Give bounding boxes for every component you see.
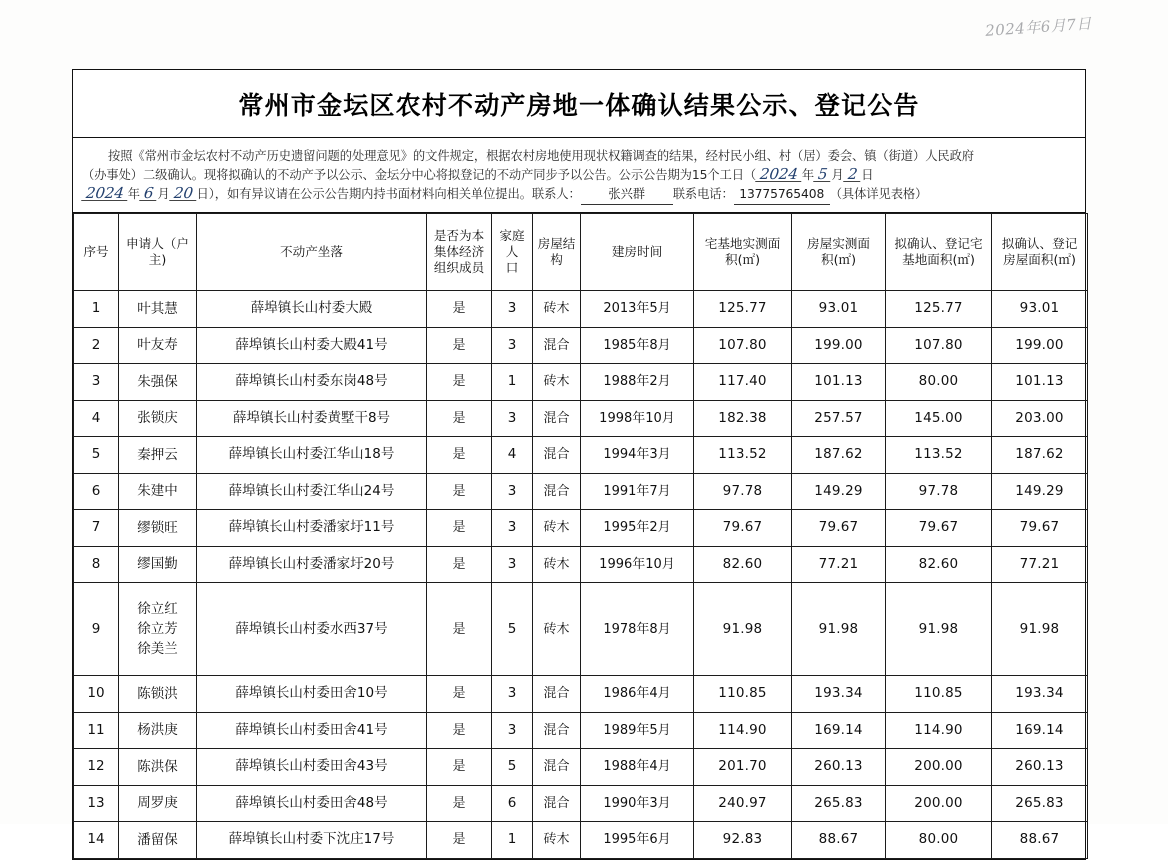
- cell-built: 1990年3月: [581, 785, 694, 822]
- cell-land-registered: 107.80: [886, 327, 992, 364]
- cell-land-registered: 200.00: [886, 785, 992, 822]
- cell-land-registered: 113.52: [886, 437, 992, 474]
- cell-built: 1998年10月: [581, 400, 694, 437]
- cell-house-registered: 79.67: [992, 510, 1088, 547]
- cell-land-measured: 97.78: [694, 473, 792, 510]
- col-header-structure-l1: 房屋结: [537, 236, 576, 251]
- applicant-name: 叶其慧: [137, 300, 178, 317]
- contact-tel-field[interactable]: 13775765408: [734, 185, 830, 205]
- cell-land-registered: 200.00: [886, 749, 992, 786]
- cell-structure: 混合: [533, 785, 581, 822]
- col-header-applicant-l2: 主): [148, 252, 167, 267]
- cell-member: 是: [427, 400, 492, 437]
- cell-house-measured: 187.62: [792, 437, 886, 474]
- col-header-house-measured-l1: 房屋实测面: [807, 236, 870, 251]
- cell-applicant: [119, 437, 197, 474]
- cell-land-registered: 82.60: [886, 546, 992, 583]
- notice-line-3-suffix: （具体详见表格）: [829, 187, 928, 201]
- cell-applicant: [119, 583, 197, 676]
- applicant-name: 陈锁洪: [137, 685, 178, 702]
- year-unit-end: 年: [127, 187, 140, 201]
- cell-applicant: [119, 546, 197, 583]
- col-header-house-registered: [992, 214, 1088, 291]
- cell-applicant: [119, 785, 197, 822]
- cell-serial: 4: [74, 400, 119, 437]
- cell-population: 5: [492, 583, 533, 676]
- cell-house-registered: 193.34: [992, 676, 1088, 713]
- cell-house-measured: 77.21: [792, 546, 886, 583]
- month-unit-end: 月: [157, 187, 170, 201]
- cell-structure: 砖木: [533, 364, 581, 401]
- cell-built: 1994年3月: [581, 437, 694, 474]
- cell-structure: 砖木: [533, 510, 581, 547]
- cell-house-measured: 93.01: [792, 291, 886, 328]
- cell-house-measured: 149.29: [792, 473, 886, 510]
- notice-paragraph: [73, 138, 1085, 213]
- cell-built: 1988年2月: [581, 364, 694, 401]
- col-header-structure-l2: 构: [550, 252, 563, 267]
- cell-land-measured: 114.90: [694, 712, 792, 749]
- col-header-house-measured-l2: 积(㎡): [820, 252, 856, 267]
- cell-structure: 混合: [533, 473, 581, 510]
- table-row: [74, 437, 1088, 474]
- applicant-name: 缪国勤: [137, 556, 178, 573]
- col-header-land-measured-l2: 积(㎡): [724, 252, 760, 267]
- cell-house-measured: 257.57: [792, 400, 886, 437]
- cell-house-registered: 93.01: [992, 291, 1088, 328]
- cell-house-registered: 199.00: [992, 327, 1088, 364]
- applicant-name: 张锁庆: [137, 410, 178, 427]
- cell-built: 1988年4月: [581, 749, 694, 786]
- col-header-member: [427, 214, 492, 291]
- cell-population: 3: [492, 712, 533, 749]
- table-row: [74, 712, 1088, 749]
- cell-house-measured: 193.34: [792, 676, 886, 713]
- cell-serial: 1: [74, 291, 119, 328]
- col-header-member-l3: 组织成员: [433, 260, 485, 275]
- cell-house-registered: 187.62: [992, 437, 1088, 474]
- cell-member: 是: [427, 822, 492, 859]
- cell-population: 5: [492, 749, 533, 786]
- cell-population: 1: [492, 822, 533, 859]
- cell-serial: 14: [74, 822, 119, 859]
- cell-built: 1995年6月: [581, 822, 694, 859]
- cell-location: 薛埠镇长山村委田舍10号: [197, 676, 427, 713]
- notice-line-1: 按照《常州市金坛农村不动产历史遗留问题的处理意见》的文件规定，根据农村房地使用现状权籍调查的结果，经村民小组、村（居）委会、镇（街道）人民政府: [108, 149, 974, 163]
- cell-member: 是: [427, 437, 492, 474]
- cell-structure: 混合: [533, 712, 581, 749]
- cell-structure: 砖木: [533, 546, 581, 583]
- cell-house-registered: 149.29: [992, 473, 1088, 510]
- cell-applicant: [119, 400, 197, 437]
- registration-table: [73, 213, 1088, 859]
- cell-applicant: [119, 676, 197, 713]
- notice-line-2-text: （办事处）二级确认。现将拟确认的不动产予以公示、金坛分中心将拟登记的不动产同步予以公告。公示公告期为15个工日（: [82, 168, 757, 182]
- cell-member: 是: [427, 712, 492, 749]
- col-header-population: [492, 214, 533, 291]
- cell-house-measured: 101.13: [792, 364, 886, 401]
- col-header-serial: [74, 214, 119, 291]
- cell-population: 3: [492, 327, 533, 364]
- notice-line-2: [82, 166, 1076, 185]
- col-header-built-text: 建房时间: [611, 244, 663, 259]
- cell-structure: 混合: [533, 327, 581, 364]
- cell-house-measured: 260.13: [792, 749, 886, 786]
- cell-structure: 砖木: [533, 822, 581, 859]
- col-header-applicant-l1: 申请人（户: [126, 236, 189, 251]
- col-header-house-registered-l2: 房屋面积(㎡): [1003, 252, 1076, 267]
- cell-land-measured: 117.40: [694, 364, 792, 401]
- cell-built: 1991年7月: [581, 473, 694, 510]
- cell-applicant: [119, 291, 197, 328]
- cell-member: 是: [427, 473, 492, 510]
- applicant-name: 朱建中: [137, 483, 178, 500]
- cell-house-registered: 203.00: [992, 400, 1088, 437]
- cell-built: 2013年5月: [581, 291, 694, 328]
- cell-member: 是: [427, 749, 492, 786]
- table-header-row: [74, 214, 1088, 291]
- table-row: [74, 510, 1088, 547]
- cell-structure: 混合: [533, 749, 581, 786]
- cell-location: 薛埠镇长山村委江华山18号: [197, 437, 427, 474]
- day-unit-start: 日: [861, 168, 874, 182]
- cell-land-registered: 97.78: [886, 473, 992, 510]
- cell-applicant: [119, 822, 197, 859]
- cell-structure: 砖木: [533, 583, 581, 676]
- cell-location: 薛埠镇长山村委田舍41号: [197, 712, 427, 749]
- handwritten-date-annotation: 2024年6月7日: [984, 14, 1093, 40]
- cell-member: 是: [427, 327, 492, 364]
- cell-land-measured: 113.52: [694, 437, 792, 474]
- applicant-name: 缪锁旺: [137, 519, 178, 536]
- contact-name-field[interactable]: 张兴群: [581, 185, 673, 205]
- cell-structure: 混合: [533, 437, 581, 474]
- title-band: [73, 70, 1085, 138]
- cell-serial: 13: [74, 785, 119, 822]
- cell-house-measured: 265.83: [792, 785, 886, 822]
- cell-structure: 混合: [533, 400, 581, 437]
- cell-population: 3: [492, 510, 533, 547]
- cell-land-measured: 201.70: [694, 749, 792, 786]
- cell-applicant: [119, 327, 197, 364]
- page-title: 常州市金坛区农村不动产房地一体确认结果公示、登记公告: [238, 90, 920, 120]
- col-header-structure: [533, 214, 581, 291]
- cell-serial: 7: [74, 510, 119, 547]
- cell-house-registered: 91.98: [992, 583, 1088, 676]
- cell-land-registered: 125.77: [886, 291, 992, 328]
- table-row: [74, 291, 1088, 328]
- year-unit-start: 年: [801, 168, 815, 182]
- table-row: [74, 546, 1088, 583]
- cell-land-measured: 82.60: [694, 546, 792, 583]
- cell-serial: 12: [74, 749, 119, 786]
- cell-house-registered: 169.14: [992, 712, 1088, 749]
- col-header-land-registered-l1: 拟确认、登记宅: [894, 236, 983, 251]
- cell-member: 是: [427, 364, 492, 401]
- document-frame: [72, 69, 1086, 860]
- cell-built: 1985年8月: [581, 327, 694, 364]
- table-row: [74, 676, 1088, 713]
- cell-land-registered: 91.98: [886, 583, 992, 676]
- cell-applicant: [119, 364, 197, 401]
- cell-population: 4: [492, 437, 533, 474]
- cell-applicant: [119, 749, 197, 786]
- table-row: [74, 785, 1088, 822]
- cell-serial: 5: [74, 437, 119, 474]
- col-header-serial-text: 序号: [83, 244, 109, 259]
- cell-serial: 9: [74, 583, 119, 676]
- col-header-location: [197, 214, 427, 291]
- cell-serial: 10: [74, 676, 119, 713]
- cell-serial: 3: [74, 364, 119, 401]
- table-row: [74, 473, 1088, 510]
- cell-land-measured: 91.98: [694, 583, 792, 676]
- cell-house-measured: 79.67: [792, 510, 886, 547]
- cell-structure: 混合: [533, 676, 581, 713]
- cell-house-registered: 77.21: [992, 546, 1088, 583]
- cell-land-registered: 80.00: [886, 822, 992, 859]
- cell-population: 1: [492, 364, 533, 401]
- cell-house-registered: 265.83: [992, 785, 1088, 822]
- cell-built: 1986年4月: [581, 676, 694, 713]
- cell-land-measured: 182.38: [694, 400, 792, 437]
- cell-land-measured: 110.85: [694, 676, 792, 713]
- day-unit-end: 日）: [196, 187, 215, 201]
- cell-member: 是: [427, 676, 492, 713]
- cell-location: 薛埠镇长山村委江华山24号: [197, 473, 427, 510]
- applicant-name: 陈洪保: [137, 758, 178, 775]
- cell-location: 薛埠镇长山村委水西37号: [197, 583, 427, 676]
- cell-land-registered: 110.85: [886, 676, 992, 713]
- cell-location: 薛埠镇长山村委东岗48号: [197, 364, 427, 401]
- cell-member: 是: [427, 583, 492, 676]
- table-row: [74, 400, 1088, 437]
- cell-built: 1989年5月: [581, 712, 694, 749]
- table-row: [74, 749, 1088, 786]
- handwritten-day-start[interactable]: 2: [843, 167, 862, 182]
- applicant-name: 叶友寿: [137, 337, 178, 354]
- cell-house-registered: 260.13: [992, 749, 1088, 786]
- handwritten-day-end[interactable]: 20: [169, 186, 197, 201]
- cell-land-registered: 80.00: [886, 364, 992, 401]
- cell-member: 是: [427, 291, 492, 328]
- cell-population: 3: [492, 676, 533, 713]
- cell-built: 1995年2月: [581, 510, 694, 547]
- handwritten-month-end[interactable]: 6: [139, 186, 158, 201]
- cell-house-measured: 91.98: [792, 583, 886, 676]
- col-header-house-measured: [792, 214, 886, 291]
- cell-location: 薛埠镇长山村委下沈庄17号: [197, 822, 427, 859]
- col-header-member-l2: 集体经济: [433, 244, 485, 259]
- cell-population: 6: [492, 785, 533, 822]
- cell-member: 是: [427, 546, 492, 583]
- cell-land-measured: 92.83: [694, 822, 792, 859]
- cell-member: 是: [427, 510, 492, 547]
- col-header-member-l1: 是否为本: [433, 228, 485, 243]
- cell-location: 薛埠镇长山村委大殿41号: [197, 327, 427, 364]
- cell-serial: 6: [74, 473, 119, 510]
- cell-land-measured: 107.80: [694, 327, 792, 364]
- table-body: [74, 291, 1088, 859]
- cell-house-measured: 88.67: [792, 822, 886, 859]
- cell-land-measured: 125.77: [694, 291, 792, 328]
- cell-land-registered: 145.00: [886, 400, 992, 437]
- table-row: [74, 327, 1088, 364]
- cell-structure: 砖木: [533, 291, 581, 328]
- applicant-name: 秦押云: [137, 446, 178, 463]
- cell-location: 薛埠镇长山村委田舍43号: [197, 749, 427, 786]
- cell-house-measured: 199.00: [792, 327, 886, 364]
- cell-land-measured: 79.67: [694, 510, 792, 547]
- col-header-land-registered: [886, 214, 992, 291]
- cell-house-registered: 101.13: [992, 364, 1088, 401]
- cell-serial: 2: [74, 327, 119, 364]
- cell-population: 3: [492, 291, 533, 328]
- cell-applicant: [119, 473, 197, 510]
- cell-location: 薛埠镇长山村委田舍48号: [197, 785, 427, 822]
- cell-location: 薛埠镇长山村委潘家圩11号: [197, 510, 427, 547]
- cell-land-registered: 79.67: [886, 510, 992, 547]
- applicant-name: 杨洪庚: [137, 722, 178, 739]
- cell-built: 1978年8月: [581, 583, 694, 676]
- cell-location: 薛埠镇长山村委黄墅干8号: [197, 400, 427, 437]
- cell-location: 薛埠镇长山村委大殿: [197, 291, 427, 328]
- cell-house-measured: 169.14: [792, 712, 886, 749]
- applicant-name: 潘留保: [137, 831, 178, 848]
- applicant-name: 徐立芳: [137, 621, 178, 637]
- notice-line-3: [82, 185, 1076, 205]
- col-header-land-measured: [694, 214, 792, 291]
- cell-population: 3: [492, 400, 533, 437]
- cell-population: 3: [492, 546, 533, 583]
- applicant-name: 徐立红: [137, 601, 178, 617]
- cell-applicant: [119, 510, 197, 547]
- cell-house-registered: 88.67: [992, 822, 1088, 859]
- col-header-applicant: [119, 214, 197, 291]
- applicant-name: 朱强保: [137, 373, 178, 390]
- col-header-location-text: 不动产坐落: [280, 244, 343, 259]
- cell-built: 1996年10月: [581, 546, 694, 583]
- cell-location: 薛埠镇长山村委潘家圩20号: [197, 546, 427, 583]
- cell-applicant: [119, 712, 197, 749]
- col-header-built: [581, 214, 694, 291]
- cell-serial: 8: [74, 546, 119, 583]
- col-header-land-measured-l1: 宅基地实测面: [704, 236, 781, 251]
- contact-tel-label: 联系电话：: [672, 187, 734, 201]
- handwritten-month-start[interactable]: 5: [813, 167, 832, 182]
- cell-serial: 11: [74, 712, 119, 749]
- applicant-name: 周罗庚: [137, 795, 178, 812]
- table-row: [74, 822, 1088, 859]
- applicant-name: 徐美兰: [137, 641, 178, 657]
- table-row: [74, 583, 1088, 676]
- cell-land-registered: 114.90: [886, 712, 992, 749]
- col-header-population-l2: 口: [505, 260, 519, 275]
- handwritten-year-end[interactable]: 2024: [81, 186, 128, 201]
- handwritten-year-start[interactable]: 2024: [755, 167, 802, 182]
- cell-member: 是: [427, 785, 492, 822]
- notice-line-3-text: ，如有异议请在公示公告期内持书面材料向相关单位提出。联系人：: [214, 187, 581, 201]
- cell-population: 3: [492, 473, 533, 510]
- cell-land-measured: 240.97: [694, 785, 792, 822]
- col-header-house-registered-l1: 拟确认、登记: [1001, 236, 1078, 251]
- table-row: [74, 364, 1088, 401]
- col-header-land-registered-l2: 基地面积(㎡): [902, 252, 975, 267]
- col-header-population-l1: 家庭人: [499, 228, 525, 259]
- month-unit-start: 月: [831, 168, 844, 182]
